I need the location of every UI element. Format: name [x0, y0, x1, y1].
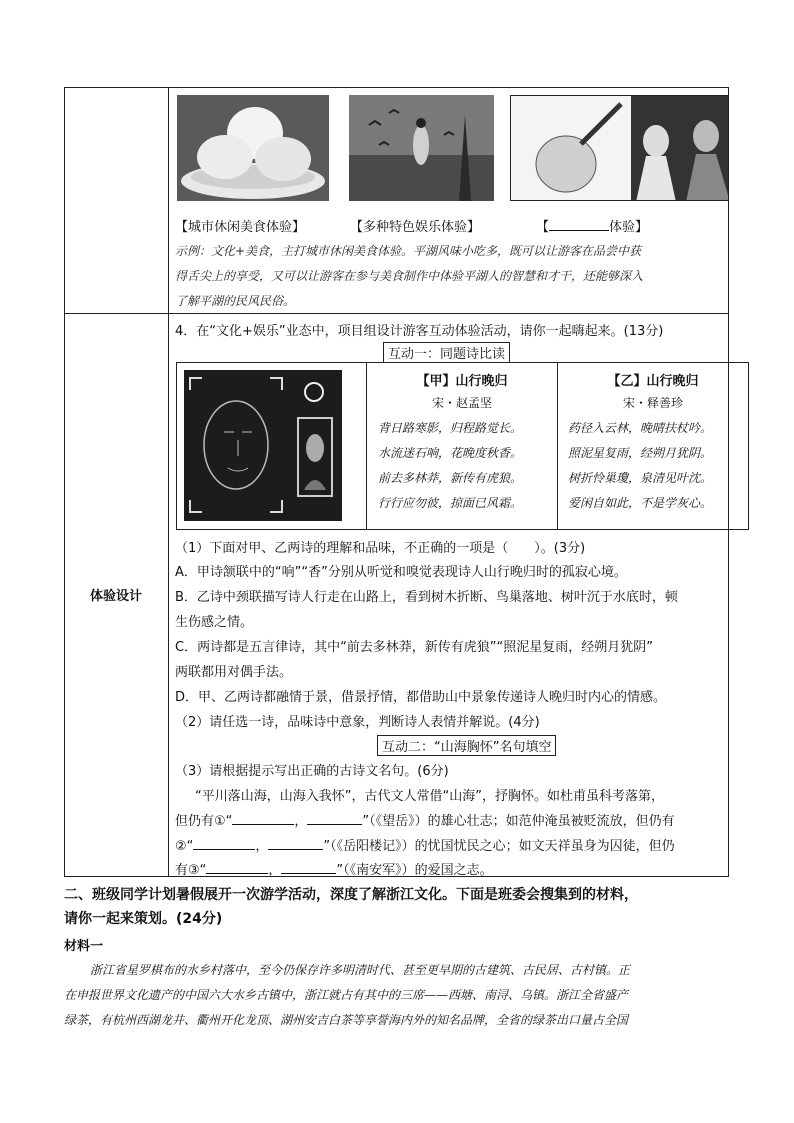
experience-label-blank	[536, 216, 648, 235]
answer-blank-3a[interactable]	[206, 873, 268, 874]
answer-blank-2a[interactable]	[193, 849, 255, 850]
fill-3-suffix: ”（《岳阳楼记》）的忧国忧民之心；如文天祥虽身为囚徒，但仍	[323, 839, 675, 854]
experience-label-entertainment: 【多种特色娱乐体验】	[350, 220, 481, 235]
poem-a-line-2: 水流迷石响，花晚度秋香。	[378, 446, 523, 460]
section2-heading-line-2: 请你一起来策划。(24分)	[64, 911, 223, 927]
fill-line-2	[175, 810, 675, 829]
option-a: A．甲诗颔联中的“响”“香”分别从听觉和嗅觉表现诗人山行晚归时的孤寂心境。	[175, 565, 627, 580]
fill-4-comma: ，	[268, 863, 282, 878]
poem-a-line-3: 前去多林莽，新传有虎狼。	[378, 471, 523, 485]
label-bracket-open: 【	[536, 220, 550, 235]
poem-b-line-3: 树折怜巢瓊，泉清见叶沈。	[568, 471, 713, 485]
fill-2-prefix: 但仍有①“	[175, 814, 233, 829]
experience-label-food: 【城市休闲美食体验】	[175, 220, 306, 235]
poem-b-title: 【乙】山行晚归	[607, 374, 699, 389]
poem-b-line-2: 照泥星复雨，经朔月犹阴。	[568, 446, 713, 460]
fill-line-4	[175, 859, 493, 878]
row-label-design: 体验设计	[89, 589, 142, 604]
experience-blank-field[interactable]	[549, 230, 609, 231]
q4-intro: 4．在“文化+娱乐”业态中，项目组设计游客互动体验活动，请你一起嗨起来。(13分)	[175, 324, 664, 339]
section2-heading-line-1: 二、班级同学计划暑假展开一次游学活动，深度了解浙江文化。下面是班委会搜集到的材料，	[64, 887, 638, 903]
interact2-title: 互动二：“山海胸怀”名句填空	[377, 735, 556, 756]
poem-a-title: 【甲】山行晚归	[416, 374, 508, 389]
face-scan-image	[184, 370, 342, 521]
poem-a-line-1: 背日路寒影，归程路觉长。	[378, 421, 523, 435]
material-para-line-2: 在申报世界文化遗产的中国六大水乡古镇中，浙江就占有其中的三席——西塘、南浔、乌镇。浙江全省盛产	[64, 988, 629, 1002]
option-c-line-1: C．两诗都是五言律诗，其中“前去多林莽，新传有虎狼”“照泥星复雨，经朔月犹阴”	[175, 640, 654, 655]
fill-line-3	[175, 835, 675, 854]
example-line-2: 得舌尖上的享受，又可以让游客在参与美食制作中体验平湖人的智慧和才干，还能够深入	[175, 269, 644, 283]
poem-b-author: 宋・释善珍	[622, 396, 683, 410]
option-d: D．甲、乙两诗都融情于景，借景抒情，都借助山中景象传递诗人晚归时内心的情感。	[175, 690, 667, 705]
label-bracket-close: 体验】	[609, 220, 649, 235]
material-para-line-3: 绿茶，有杭州西湖龙井、衢州开化龙顶、湖州安吉白茶等享誉海内外的知名品牌，全省的绿茶出口量占全国	[64, 1013, 629, 1027]
dance-photo	[349, 95, 494, 201]
material-para-line-1: 浙江省星罗棋布的水乡村落中，至今仍保存许多明清时代、甚至更早期的古建筑、古民居、古村镇。正	[90, 963, 631, 977]
answer-blank-1a[interactable]	[232, 824, 294, 825]
fill-line-1: “平川落山海，山海入我怀”，古代文人常借“山海”，抒胸怀。如杜甫虽科考落第，	[195, 789, 664, 804]
food-photo	[177, 95, 329, 201]
q4-sub3: （3）请根据提示写出正确的古诗文名句。(6分)	[175, 764, 449, 779]
example-line-1: 示例：文化+美食，主打城市休闲美食体验。平湖风味小吃多，既可以让游客在品尝中获	[175, 244, 642, 258]
pipa-opera-photo	[510, 95, 729, 201]
poem-a-author: 宋・赵孟坚	[431, 396, 492, 410]
option-c-line-2: 两联都用对偶手法。	[175, 665, 293, 680]
q4-sub1: （1）下面对甲、乙两诗的理解和品味，不正确的一项是（ ）。(3分)	[175, 541, 586, 556]
fill-2-suffix: ”（《望岳》）的雄心壮志；如范仲淹虽被贬流放，但仍有	[362, 814, 675, 829]
table-divider-horizontal	[64, 313, 729, 314]
poem-b-line-4: 爱闲自如此，不是学灰心。	[568, 496, 713, 510]
fill-4-prefix: 有③“	[175, 863, 207, 878]
fill-2-comma: ，	[294, 814, 308, 829]
answer-blank-2b[interactable]	[268, 849, 323, 850]
table-divider-vertical	[168, 87, 169, 877]
poem-b-line-1: 药径入云林，晚晴扶杖吟。	[568, 421, 713, 435]
fill-3-prefix: ②“	[175, 839, 194, 854]
poem-a-line-4: 行行应勿彼，掠面已风霜。	[378, 496, 523, 510]
option-b-line-2: 生伤感之情。	[175, 615, 254, 630]
answer-blank-1b[interactable]	[307, 824, 362, 825]
material-1-label: 材料一	[64, 939, 104, 954]
fill-4-suffix: ”（《南安军》）的爱国之志。	[336, 863, 493, 878]
option-b-line-1: B．乙诗中颈联描写诗人行走在山路上，看到树木折断、鸟巢落地、树叶沉于水底时，顿	[175, 590, 678, 605]
answer-blank-3b[interactable]	[281, 873, 336, 874]
interact1-title: 互动一：同题诗比读	[383, 342, 510, 363]
fill-3-comma: ，	[255, 839, 269, 854]
example-line-3: 了解平湖的民风民俗。	[175, 294, 296, 308]
q4-sub2: （2）请任选一诗，品味诗中意象，判断诗人表情并解说。(4分)	[175, 715, 540, 730]
